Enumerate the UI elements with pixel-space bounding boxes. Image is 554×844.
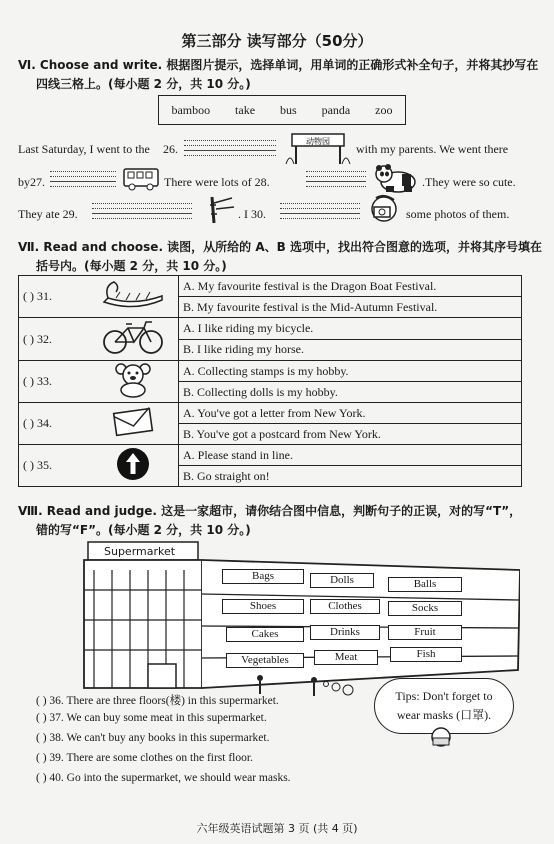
judge-item[interactable]: ( ) 38. We can't buy any books in this supermarket. <box>36 732 270 744</box>
question-number[interactable]: ( ) 31. <box>19 276 89 318</box>
sentence-text: .They were so cute. <box>422 175 516 189</box>
zoo-sign-text: 动物园 <box>306 137 330 146</box>
judge-item[interactable]: ( ) 37. We can buy some meat in this supermarket. <box>36 712 267 724</box>
judge-item[interactable]: ( ) 36. There are three floors(楼) in this supermarket. <box>36 695 279 707</box>
question-number[interactable]: ( ) 33. <box>19 361 89 403</box>
shop-vegetables: Vegetables <box>226 653 304 668</box>
option-b: B. My favourite festival is the Mid-Autumn Festival. <box>179 297 522 318</box>
shop-dolls: Dolls <box>310 573 374 588</box>
section-6-heading-cont: 四线三格上。(每小题 2 分，共 10 分。) <box>36 77 251 91</box>
shop-fish: Fish <box>390 647 462 662</box>
section-6-heading: Ⅵ. Choose and write. 根据图片提示，选择单词，用单词的正确形式补全句子，并将其抄写在 <box>18 58 539 72</box>
choose-table <box>18 275 522 487</box>
tips-line-2: wear masks (口罩). <box>396 708 492 722</box>
option-a: A. Please stand in line. <box>179 445 522 466</box>
shop-bags: Bags <box>222 569 304 584</box>
word-option: take <box>235 102 256 117</box>
answer-line-29[interactable] <box>92 203 192 221</box>
word-bank <box>158 95 406 125</box>
shop-cakes: Cakes <box>226 627 304 642</box>
bamboo-icon <box>198 195 238 225</box>
sentence-text: They ate 29. <box>18 207 78 221</box>
option-a: A. Collecting stamps is my hobby. <box>179 361 522 382</box>
judge-item[interactable]: ( ) 39. There are some clothes on the first floor. <box>36 752 253 764</box>
shop-clothes: Clothes <box>310 599 380 614</box>
answer-line-26[interactable] <box>184 140 276 158</box>
section-8-heading-cont: 错的写“F”。(每小题 2 分，共 10 分。) <box>36 523 251 537</box>
bicycle-icon <box>89 318 179 361</box>
table-row <box>19 445 522 466</box>
camera-person-icon <box>366 194 404 226</box>
option-b: B. Go straight on! <box>179 466 522 487</box>
supermarket-sign: Supermarket <box>104 545 176 558</box>
section-8-heading: Ⅷ. Read and judge. 这是一家超市，请你结合图中信息，判断句子的正误，对的写“T”， <box>18 504 522 518</box>
zoo-gate-icon <box>284 128 352 166</box>
option-b: B. I like riding my horse. <box>179 339 522 361</box>
bus-icon <box>122 166 162 192</box>
table-row <box>19 403 522 424</box>
answer-line-27[interactable] <box>50 171 116 189</box>
question-number[interactable]: ( ) 35. <box>19 445 89 487</box>
sentence-text: . I 30. <box>238 207 266 221</box>
question-number[interactable]: ( ) 32. <box>19 318 89 361</box>
envelope-icon <box>89 403 179 445</box>
question-number[interactable]: ( ) 34. <box>19 403 89 445</box>
shop-shoes: Shoes <box>222 599 304 614</box>
word-option: panda <box>321 102 351 117</box>
shop-balls: Balls <box>388 577 462 592</box>
page-title: 第三部分 读写部分（50分） <box>181 32 373 50</box>
option-a: A. I like riding my bicycle. <box>179 318 522 340</box>
sentence-text: There were lots of 28. <box>164 175 270 189</box>
panda-icon <box>372 162 420 194</box>
table-row <box>19 361 522 382</box>
word-option: bamboo <box>171 102 211 117</box>
shop-meat: Meat <box>314 650 378 665</box>
teddy-bear-icon <box>89 361 179 403</box>
judge-item[interactable]: ( ) 40. Go into the supermarket, we should wear masks. <box>36 772 291 784</box>
page-footer: 六年级英语试题第 3 页 (共 4 页) <box>196 822 358 835</box>
table-row <box>19 318 522 340</box>
question-number: 26. <box>163 142 178 156</box>
section-7-heading: Ⅶ. Read and choose. 读图，从所给的 A、B 选项中，找出符合图意的选项，并将其序号填在 <box>18 240 542 254</box>
word-option: bus <box>279 102 297 117</box>
sentence-text: with my parents. We went there <box>356 142 509 156</box>
arrow-up-sign-icon <box>89 445 179 487</box>
answer-line-30[interactable] <box>280 203 360 221</box>
tips-line-1: Tips: Don't forget to <box>395 689 493 703</box>
shop-fruit: Fruit <box>388 625 462 640</box>
sentence-text: Last Saturday, I went to the <box>18 142 150 156</box>
mask-icon <box>426 726 456 748</box>
shop-drinks: Drinks <box>310 625 380 640</box>
option-b: B. You've got a postcard from New York. <box>179 424 522 445</box>
dragon-boat-icon <box>89 276 179 318</box>
shop-socks: Socks <box>388 601 462 616</box>
sentence-text: by27. <box>18 175 45 189</box>
option-a: A. You've got a letter from New York. <box>179 403 522 424</box>
table-row <box>19 276 522 297</box>
sentence-text: some photos of them. <box>406 207 510 221</box>
option-a: A. My favourite festival is the Dragon Boat Festival. <box>179 276 522 297</box>
word-option: zoo <box>375 102 393 117</box>
section-7-heading-cont: 括号内。(每小题 2 分，共 10 分。) <box>36 259 227 273</box>
option-b: B. Collecting dolls is my hobby. <box>179 382 522 403</box>
answer-line-28[interactable] <box>306 171 366 189</box>
